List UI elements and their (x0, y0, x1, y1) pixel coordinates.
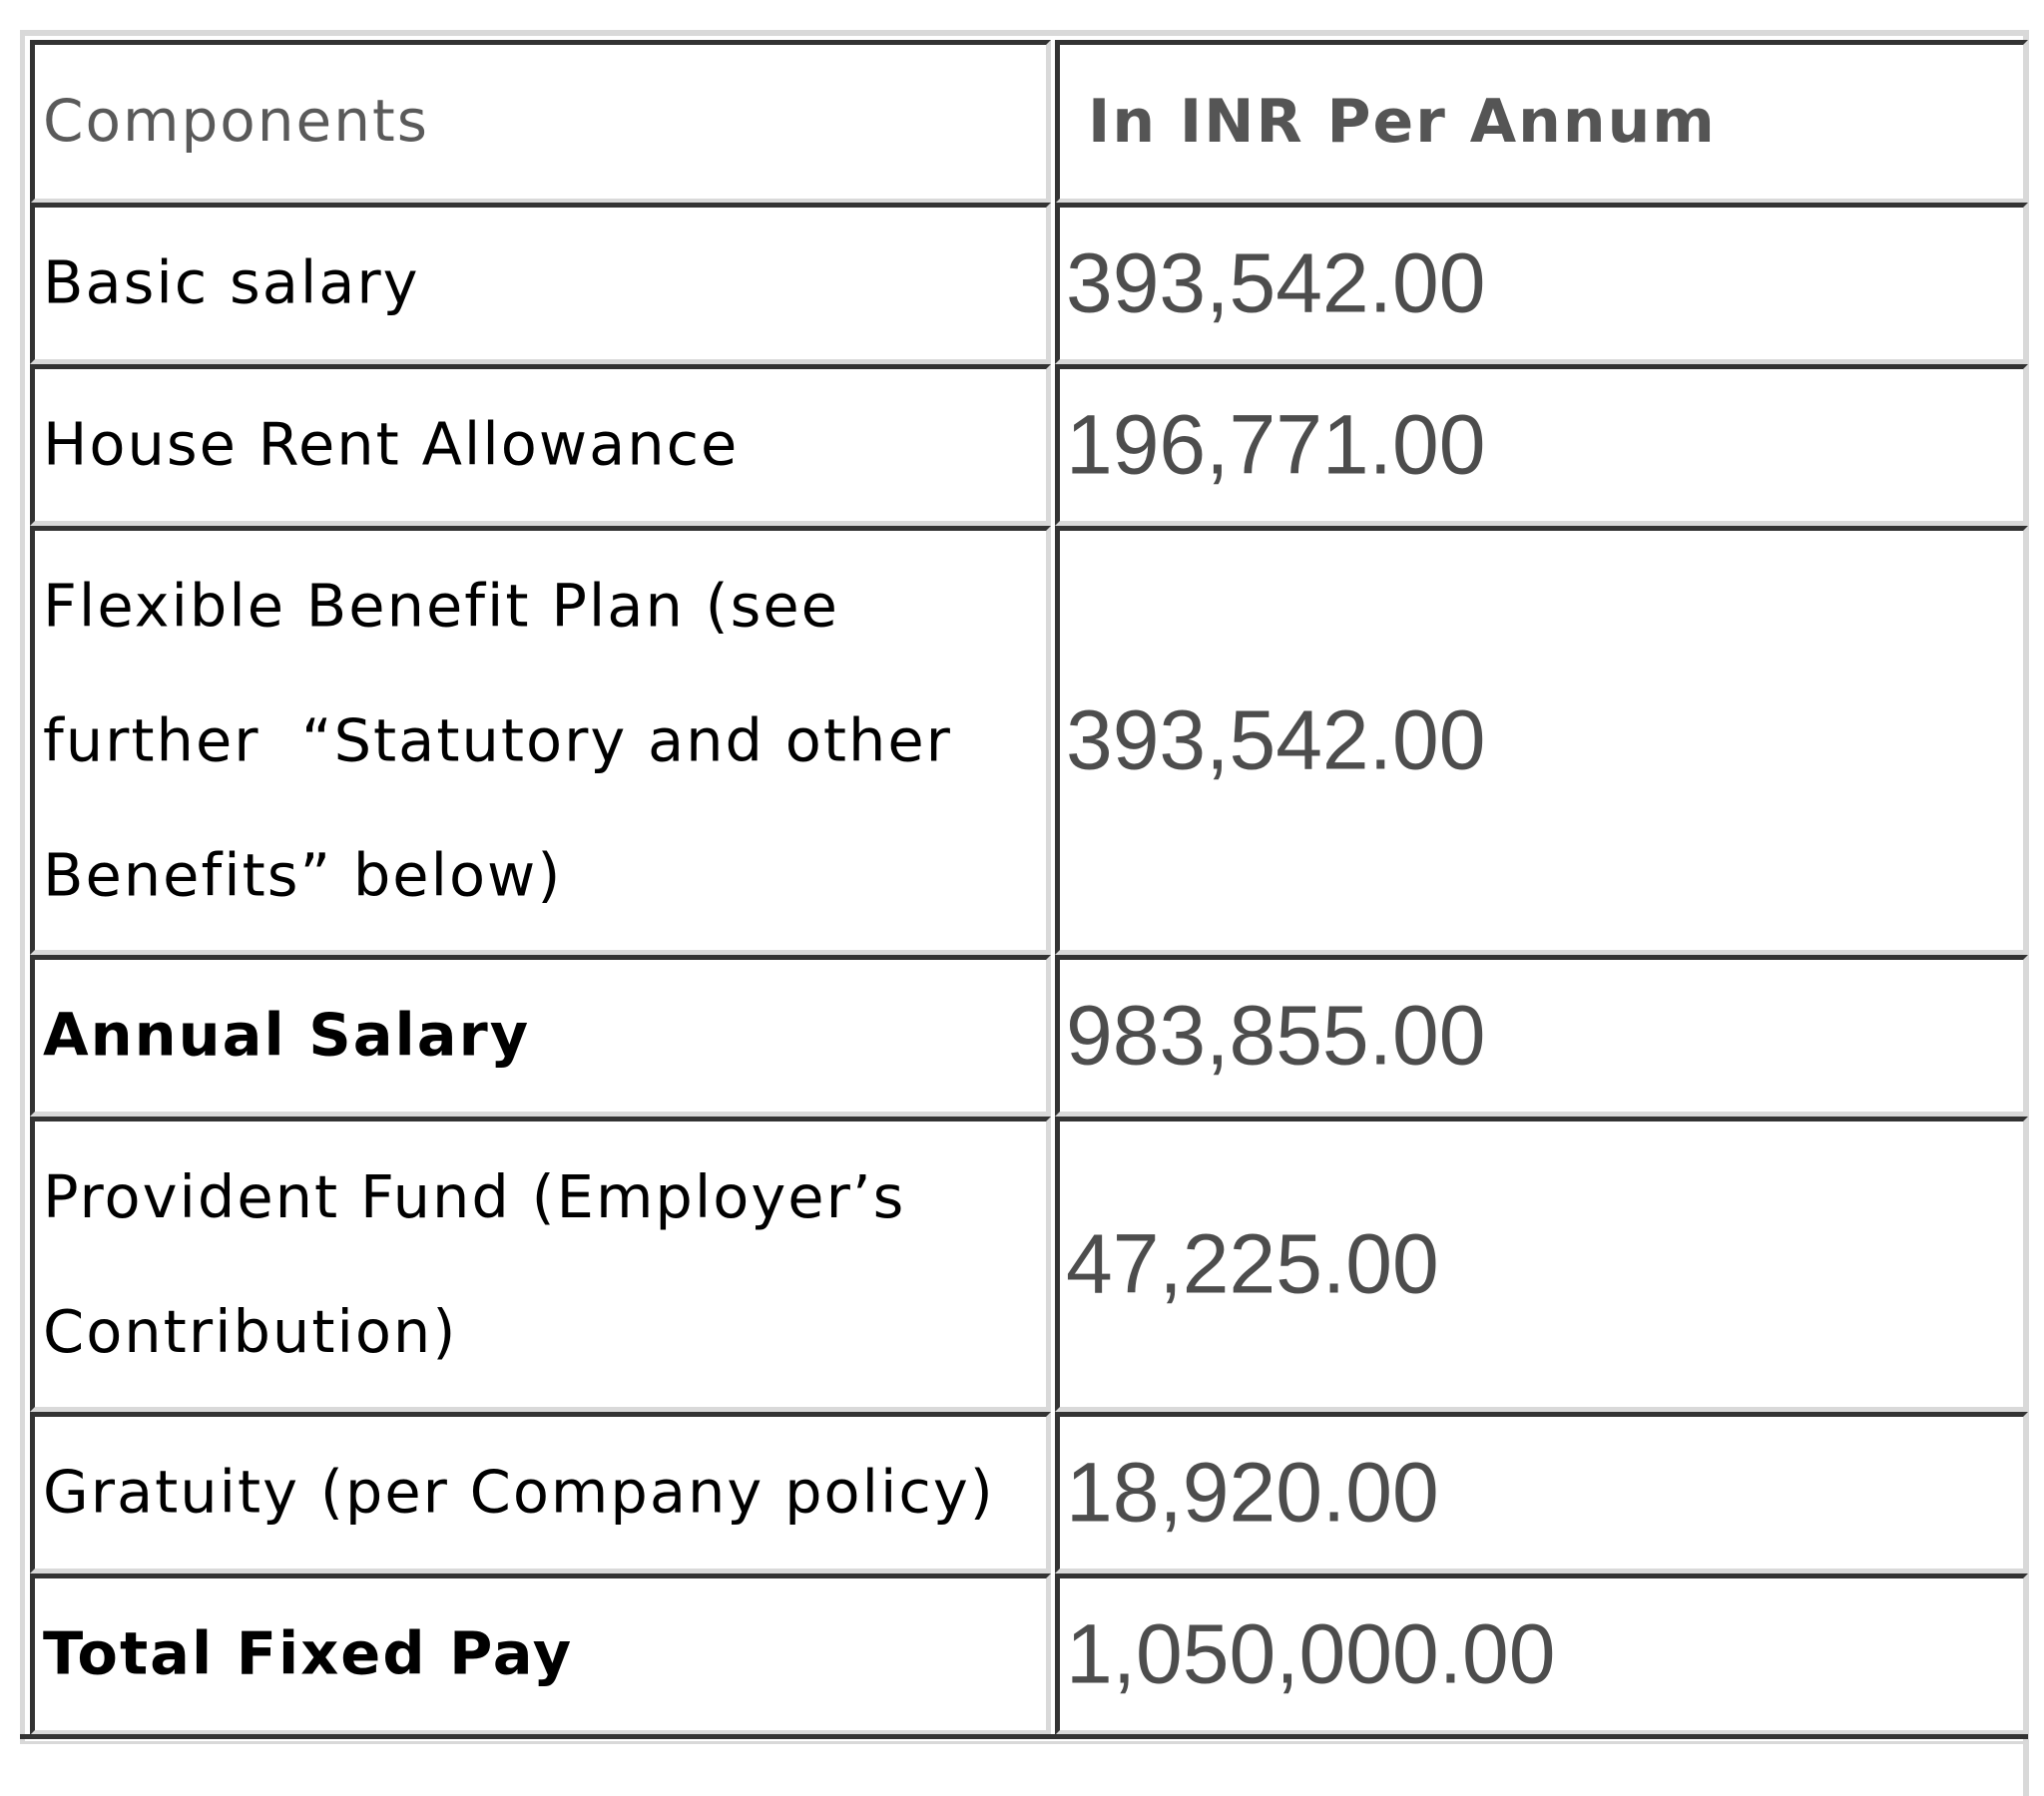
row-value-pf: 47,225.00 (1066, 1216, 1439, 1311)
table-row-fbp-label-cell (30, 526, 1051, 955)
table-row-annual-salary-label-cell (30, 955, 1051, 1117)
header-cell-amount (1055, 40, 2028, 204)
row-value-annual-salary: 983,855.00 (1066, 988, 1486, 1083)
row-value-fbp: 393,542.00 (1066, 692, 1486, 787)
row-label-annual-salary: Annual Salary (43, 1000, 531, 1070)
table-row-hra-value-cell (1055, 364, 2028, 526)
table-row-total-fixed-pay-value-cell (1055, 1573, 2028, 1735)
table-row-annual-salary-value-cell (1055, 955, 2028, 1117)
table-row-basic-salary-value-cell (1055, 203, 2028, 364)
table-row-pf-label-cell (30, 1117, 1051, 1412)
table-row-total-fixed-pay-label-cell (30, 1573, 1051, 1735)
table-row-hra-label-cell (30, 364, 1051, 526)
row-label-gratuity: Gratuity (per Company policy) (43, 1457, 995, 1527)
row-label-hra: House Rent Allowance (43, 409, 740, 479)
table-row-pf-value-cell (1055, 1117, 2028, 1412)
table-row-fbp-value-cell (1055, 526, 2028, 955)
header-cell-components (30, 40, 1051, 204)
row-value-hra: 196,771.00 (1066, 397, 1486, 492)
table-row-basic-salary-label-cell (30, 203, 1051, 364)
row-label-pf: Provident Fund (Employer’s Contribution) (43, 1162, 906, 1366)
row-label-basic-salary: Basic salary (43, 247, 420, 317)
row-value-total-fixed-pay: 1,050,000.00 (1066, 1606, 1556, 1701)
header-components-label: Components (43, 87, 429, 156)
header-amount-label: In INR Per Annum (1088, 87, 1717, 157)
row-value-gratuity: 18,920.00 (1066, 1445, 1439, 1540)
row-label-total-fixed-pay: Total Fixed Pay (43, 1618, 574, 1688)
table-bottom-shadow (20, 1741, 2028, 1744)
row-value-basic-salary: 393,542.00 (1066, 235, 1486, 330)
row-label-fbp: Flexible Benefit Plan (see further “Statutory and other Benefits” below) (43, 571, 952, 910)
table-bottom-border (20, 1734, 2028, 1739)
table-row-gratuity-value-cell (1055, 1412, 2028, 1573)
table-row-gratuity-label-cell (30, 1412, 1051, 1573)
